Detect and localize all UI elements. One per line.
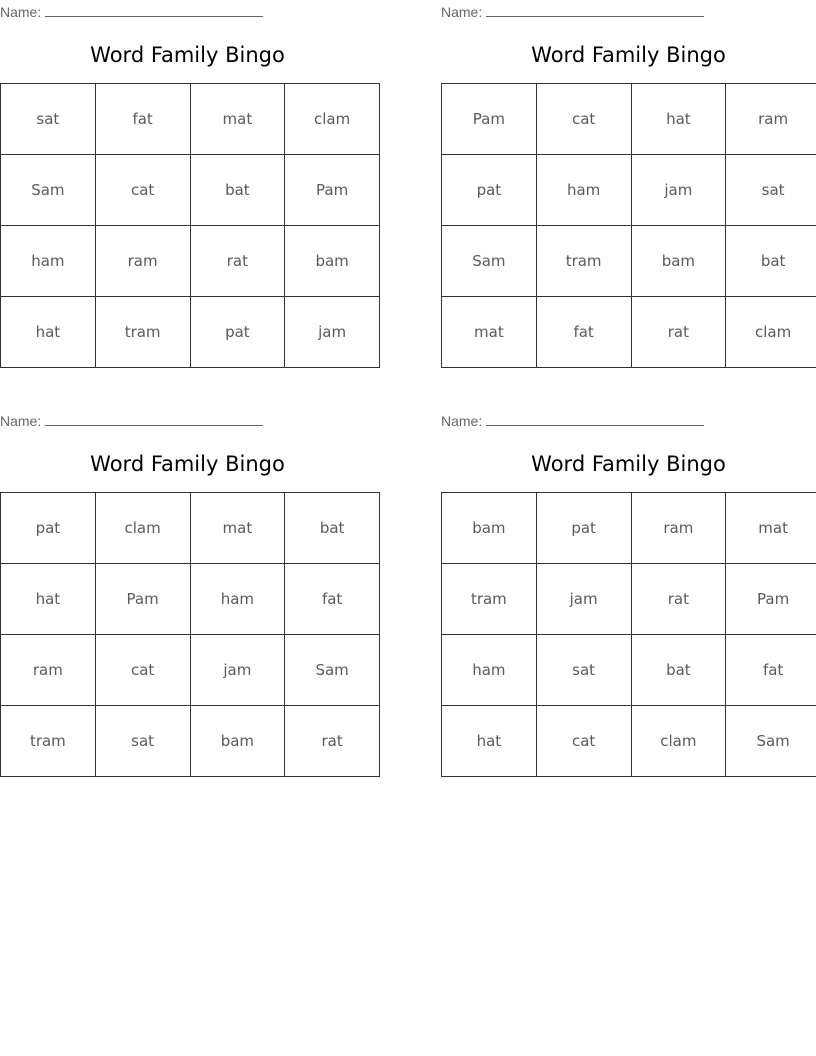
grid-cell: fat bbox=[726, 635, 816, 706]
grid-cell: bat bbox=[726, 226, 816, 297]
card-title: Word Family Bingo bbox=[531, 452, 726, 476]
grid-cell: clam bbox=[285, 84, 380, 155]
grid-cell: sat bbox=[95, 706, 190, 777]
bingo-grid bbox=[441, 492, 816, 777]
grid-cell: tram bbox=[1, 706, 96, 777]
grid-cell: hat bbox=[631, 84, 726, 155]
grid-cell: sat bbox=[1, 84, 96, 155]
grid-cell: rat bbox=[631, 297, 726, 368]
grid-cell: jam bbox=[285, 297, 380, 368]
grid-cell: fat bbox=[95, 84, 190, 155]
name-field bbox=[441, 412, 705, 428]
grid-row bbox=[1, 706, 380, 777]
grid-cell: ham bbox=[442, 635, 537, 706]
grid-cell: bat bbox=[285, 493, 380, 564]
grid-cell: hat bbox=[442, 706, 537, 777]
card-title: Word Family Bingo bbox=[531, 43, 726, 67]
name-underline bbox=[45, 3, 263, 17]
bingo-grid bbox=[441, 83, 816, 368]
grid-cell: sat bbox=[726, 155, 816, 226]
grid-row bbox=[442, 297, 816, 368]
grid-cell: bam bbox=[631, 226, 726, 297]
grid-row bbox=[1, 84, 380, 155]
grid-cell: mat bbox=[442, 297, 537, 368]
grid-row bbox=[1, 297, 380, 368]
grid-cell: Sam bbox=[285, 635, 380, 706]
grid-cell: ram bbox=[631, 493, 726, 564]
grid-cell: Sam bbox=[726, 706, 816, 777]
grid-cell: cat bbox=[95, 635, 190, 706]
grid-cell: Sam bbox=[442, 226, 537, 297]
grid-cell: Pam bbox=[726, 564, 816, 635]
grid-cell: Pam bbox=[442, 84, 537, 155]
bingo-grid bbox=[0, 492, 380, 777]
name-field bbox=[441, 3, 705, 19]
grid-cell: clam bbox=[726, 297, 816, 368]
name-label: Name: bbox=[0, 413, 42, 429]
card-title: Word Family Bingo bbox=[90, 43, 285, 67]
grid-cell: ham bbox=[190, 564, 285, 635]
grid-cell: ram bbox=[726, 84, 816, 155]
name-label: Name: bbox=[441, 413, 483, 429]
grid-cell: hat bbox=[1, 564, 96, 635]
grid-row bbox=[1, 493, 380, 564]
grid-cell: fat bbox=[285, 564, 380, 635]
name-underline bbox=[486, 412, 704, 426]
grid-cell: tram bbox=[95, 297, 190, 368]
grid-row bbox=[442, 706, 816, 777]
grid-cell: mat bbox=[190, 84, 285, 155]
grid-cell: cat bbox=[95, 155, 190, 226]
grid-cell: bat bbox=[190, 155, 285, 226]
grid-cell: pat bbox=[190, 297, 285, 368]
grid-cell: fat bbox=[536, 297, 631, 368]
grid-cell: bam bbox=[190, 706, 285, 777]
card-title: Word Family Bingo bbox=[90, 452, 285, 476]
grid-cell: Pam bbox=[95, 564, 190, 635]
grid-cell: jam bbox=[631, 155, 726, 226]
name-label: Name: bbox=[0, 4, 42, 20]
grid-cell: Pam bbox=[285, 155, 380, 226]
grid-cell: mat bbox=[726, 493, 816, 564]
grid-cell: tram bbox=[442, 564, 537, 635]
grid-cell: ham bbox=[536, 155, 631, 226]
grid-row bbox=[442, 564, 816, 635]
grid-row bbox=[442, 155, 816, 226]
grid-cell: ham bbox=[1, 226, 96, 297]
name-field bbox=[0, 412, 264, 428]
grid-cell: cat bbox=[536, 84, 631, 155]
grid-row bbox=[442, 226, 816, 297]
grid-row bbox=[1, 155, 380, 226]
grid-cell: bam bbox=[442, 493, 537, 564]
grid-row bbox=[1, 635, 380, 706]
grid-cell: cat bbox=[536, 706, 631, 777]
grid-cell: Sam bbox=[1, 155, 96, 226]
grid-cell: bat bbox=[631, 635, 726, 706]
name-label: Name: bbox=[441, 4, 483, 20]
grid-cell: rat bbox=[631, 564, 726, 635]
grid-cell: sat bbox=[536, 635, 631, 706]
name-underline bbox=[486, 3, 704, 17]
grid-row bbox=[1, 226, 380, 297]
grid-cell: bam bbox=[285, 226, 380, 297]
name-field bbox=[0, 3, 264, 19]
grid-cell: clam bbox=[631, 706, 726, 777]
grid-cell: pat bbox=[442, 155, 537, 226]
grid-cell: hat bbox=[1, 297, 96, 368]
grid-row bbox=[442, 635, 816, 706]
grid-cell: pat bbox=[536, 493, 631, 564]
grid-cell: rat bbox=[190, 226, 285, 297]
grid-row bbox=[442, 84, 816, 155]
grid-cell: clam bbox=[95, 493, 190, 564]
grid-cell: pat bbox=[1, 493, 96, 564]
name-underline bbox=[45, 412, 263, 426]
grid-cell: ram bbox=[95, 226, 190, 297]
grid-row bbox=[1, 564, 380, 635]
grid-cell: ram bbox=[1, 635, 96, 706]
grid-cell: rat bbox=[285, 706, 380, 777]
grid-cell: tram bbox=[536, 226, 631, 297]
bingo-grid bbox=[0, 83, 380, 368]
grid-row bbox=[442, 493, 816, 564]
grid-cell: mat bbox=[190, 493, 285, 564]
grid-cell: jam bbox=[190, 635, 285, 706]
grid-cell: jam bbox=[536, 564, 631, 635]
